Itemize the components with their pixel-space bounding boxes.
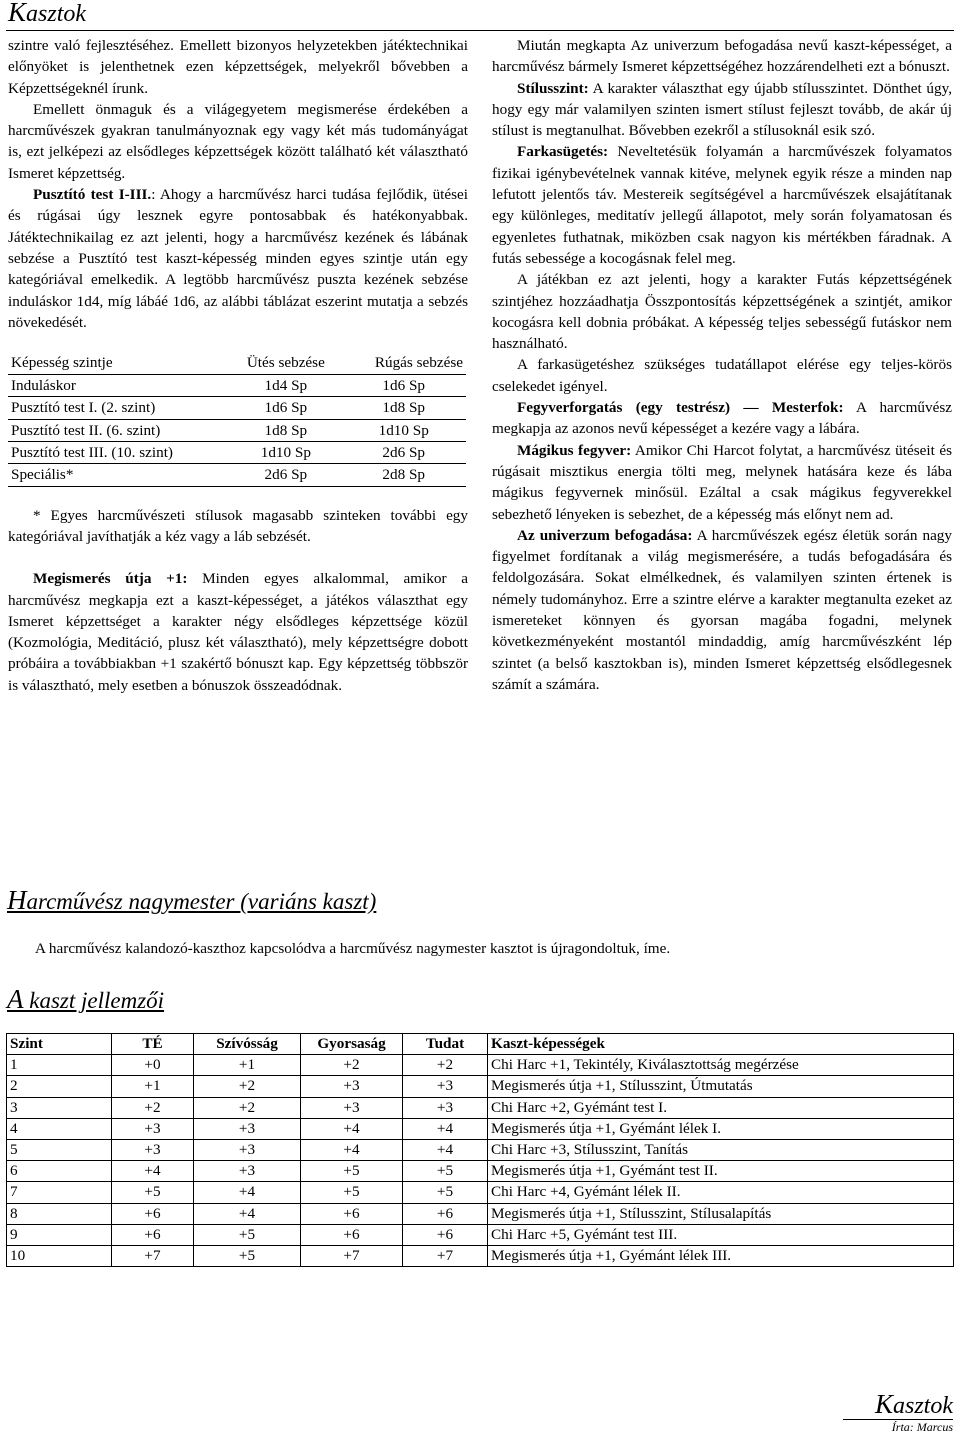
footnote: * Egyes harcművészeti stílusok magasabb szinteken további egy kategóriával javíthatják a kéz vagy a láb sebzését. (8, 506, 468, 545)
table-row: 10 +7 +5 +7 +7 Megismerés útja +1, Gyémánt lélek III. (7, 1245, 954, 1266)
table-row: 5 +3 +3 +4 +4 Chi Harc +3, Stílusszint, Tanítás (7, 1139, 954, 1160)
table-row: 1 +0 +1 +2 +2 Chi Harc +1, Tekintély, Kiválasztottság megérzése (7, 1055, 954, 1076)
right-column (492, 35, 952, 695)
table-row: Speciális* 2d6 Sp 2d8 Sp (8, 464, 466, 486)
paragraph: Miután megkapta Az univerzum befogadása nevű kaszt-képességet, a harcművész bármely Ismeret képzettségéhez hozzárendelheti ezt a bónuszt. (492, 37, 952, 76)
section-intro: A harcművész kalandozó-kaszthoz kapcsolódva a harcművész nagymester kasztot is újragondoltuk, íme. (35, 940, 671, 957)
table-row: Pusztító test I. (2. szint) 1d6 Sp 1d8 Sp (8, 397, 466, 419)
table-row: 9 +6 +5 +6 +6 Chi Harc +5, Gyémánt test III. (7, 1224, 954, 1245)
page-header (6, 0, 954, 31)
table-row: 6 +4 +3 +5 +5 Megismerés útja +1, Gyémánt test II. (7, 1161, 954, 1182)
footer-title: Kasztok (874, 1389, 953, 1419)
table-header-row: Szint TÉ Szívósság Gyorsaság Tudat Kaszt-képességek (7, 1034, 954, 1055)
page-footer (843, 1391, 953, 1434)
paragraph: A játékban ez azt jelenti, hogy a karakter Futás képzettségének szintjéhez hozzáadhatja Összpontosítás képzettségének a szintjét, amikor kocogásra kell dobnia próbákat. A képesség teljes sebességű futáskor nem használható. (492, 271, 952, 353)
paragraph: Fegyverforgatás (egy testrész) — Mesterfok: A harcművész megkapja az azonos nevű képességet a kezére vagy a lábára. (492, 399, 952, 438)
paragraph: Az univerzum befogadása: A harcművészek egész életük során nagy figyelmet fordítanak a világ megismerésére, a tudás befogadására és feldolgozására. Sokat elmélkednek, és valamilyen szinten értenek is némely tudományhoz. Erre a szintre elérve a karakter megtanulta ezeket az ismereteket könnyen és gyorsan magába fogadni, melynek következményeként mostantól mindaddig, amíg harcművészként lép szintet (a belső kasztokban is), minden Ismeret képzettség elsődlegesnek számít a számára. (492, 526, 952, 693)
paragraph: Emellett önmaguk és a világegyetem megismerése érdekében a harcművészek gyakran tanulmányoznak egy vagy két más tudományágat is, ezt jelképezi az elsődleges képzettségek között található két választható Ismeret képzettség. (8, 100, 468, 182)
footer-author: Írta: Marcus (891, 1420, 953, 1434)
paragraph: Mágikus fegyver: Amikor Chi Harcot folytat, a harcművész ütéseit és rúgásait misztikus energia tölti meg, melynek hatására keze és lába mágikus fegyvernek minősül. Ezáltal a csak mágikus fegyverekkel sebezhető lényeken is sebezhet, de a képesség más előnyt nem ad. (492, 441, 952, 523)
table-row: 7 +5 +4 +5 +5 Chi Harc +4, Gyémánt lélek II. (7, 1182, 954, 1203)
table-row: 3 +2 +2 +3 +3 Chi Harc +2, Gyémánt test I. (7, 1097, 954, 1118)
header-title: Kasztok (8, 0, 87, 27)
paragraph: Stílusszint: A karakter választhat egy újabb stílusszintet. Dönthet úgy, hogy egy már valamilyen szinten ismert stílust fejleszt tovább, de akár új stílust is megtanulhat. Bővebben ezekről a stílusoknál esik szó. (492, 79, 952, 140)
levels-table (6, 1033, 954, 1267)
paragraph: A farkasügetéshez szükséges tudatállapot elérése egy teljes-körös cselekedet igényel. (492, 356, 952, 395)
table-row: Induláskor 1d4 Sp 1d6 Sp (8, 375, 466, 397)
table-header-row: Képesség szintje Ütés sebzése Rúgás sebzése (8, 351, 466, 375)
left-column (8, 35, 468, 696)
subsection-title: A kaszt jellemzői (7, 984, 165, 1014)
paragraph: szintre való fejlesztéséhez. Emellett bizonyos helyzetekben játéktechnikai előnyöket is jelenthetnek ezen képzettségek, melyekről bővebben a Képzettségeknél írunk. (8, 37, 468, 97)
table-row: Pusztító test III. (10. szint) 1d10 Sp 2d6 Sp (8, 442, 466, 464)
section-title: Harcművész nagymester (variáns kaszt) (7, 885, 377, 915)
table-row: 8 +6 +4 +6 +6 Megismerés útja +1, Stílusszint, Stílusalapítás (7, 1203, 954, 1224)
damage-table (8, 351, 466, 486)
paragraph: Pusztító test I-III.: Ahogy a harcművész harci tudása fejlődik, ütései és rúgásai úgy lesznek egyre pontosabbak és hatékonyabbak. Játéktechnikailag ez azt jelenti, hogy a harcművész kezének és lábának sebzése a Pusztító test kaszt-képesség minden egyes szintje után egy kategóriával emelkedik. A legtöbb harcművész puszta kezének sebzése induláskor 1d4, míg lábáé 1d6, az alábbi táblázat eszerint mutatja a sebzés növekedését. (8, 186, 468, 331)
paragraph: Megismerés útja +1: Minden egyes alkalommal, amikor a harcművész megkapja ezt a kaszt-képességet, a játékos választhat egy Ismeret képzettséget a karakter négy elsődleges képzettsége közül (Kozmológia, Meditáció, plusz két választható), mely képzettségre dobott próbáira a továbbiakban +1 szakértő bónuszt kap. Egy képzettség többször is választható, mely esetben a bónuszok összeadódnak. (8, 570, 469, 694)
paragraph: Farkasügetés: Neveltetésük folyamán a harcművészek folyamatos fizikai igénybevételnek vannak kitéve, melynek egyik része a minden nap lefutott jelentős táv. Mestereik segítségével a harcművészek elsajátítanak egy különleges, meditatív jellegű állapotot, mely során folyamatosan és egyenletes futhatnak, miközben csak nagyon kis mértékben fáradnak. A futás sebessége a kocogásnak felel meg. (492, 143, 952, 267)
table-row: Pusztító test II. (6. szint) 1d8 Sp 1d10 Sp (8, 419, 466, 441)
table-row: 4 +3 +3 +4 +4 Megismerés útja +1, Gyémánt lélek I. (7, 1118, 954, 1139)
table-row: 2 +1 +2 +3 +3 Megismerés útja +1, Stílusszint, Útmutatás (7, 1076, 954, 1097)
